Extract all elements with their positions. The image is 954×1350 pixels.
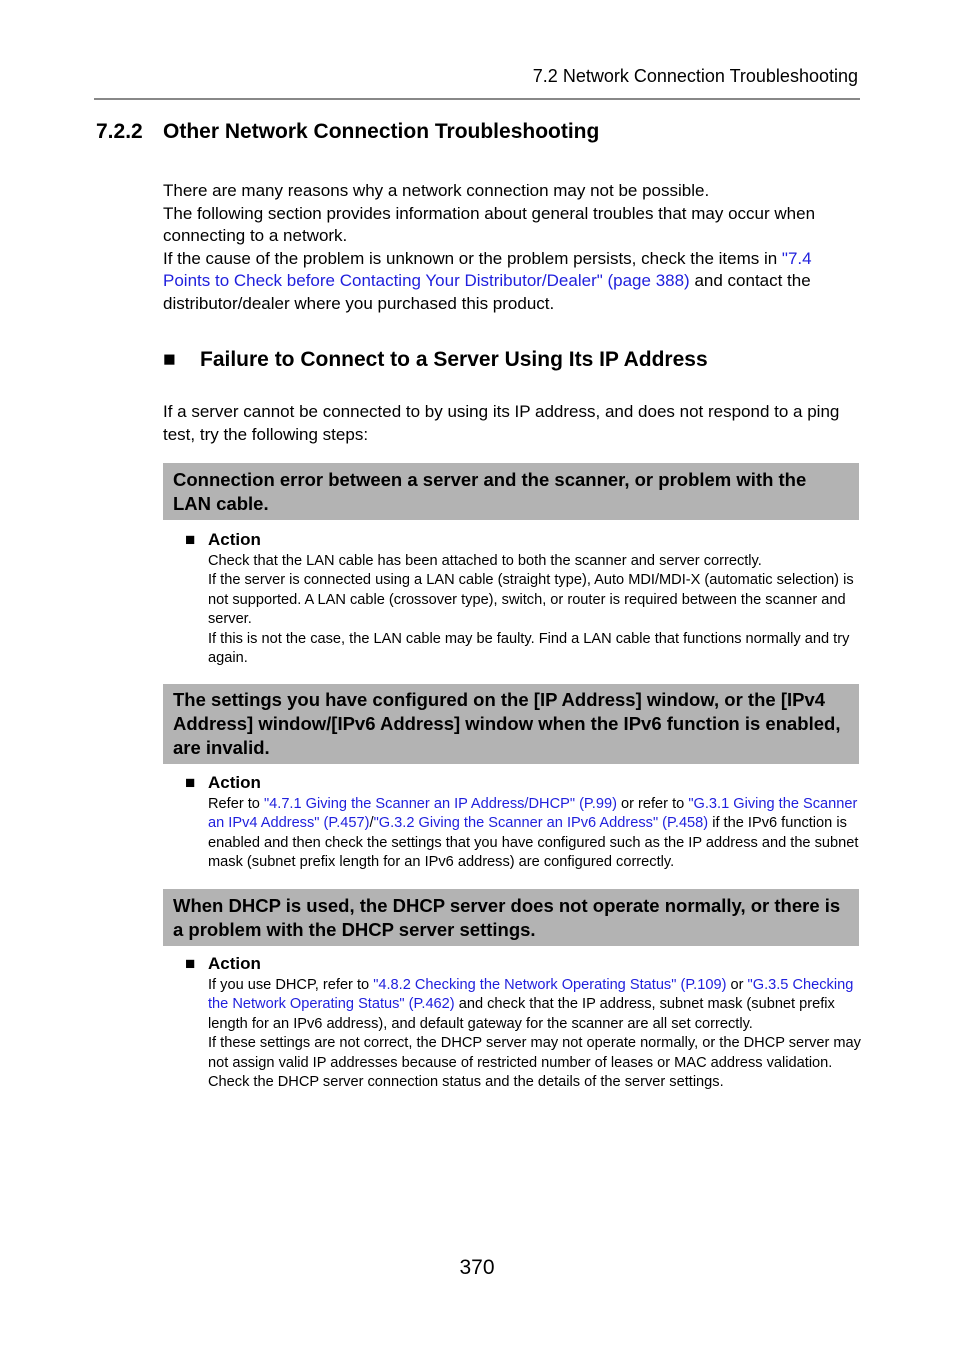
action-line: If this is not the case, the LAN cable may be faulty. Find a LAN cable that functions normally and try again. <box>208 630 850 667</box>
action-block-invalid-settings <box>185 773 865 873</box>
action-label: Action <box>208 954 261 973</box>
problem-title: The settings you have configured on the [IP Address] window, or the [IPv4 Address] window/[IPv6 Address] window when the IPv6 function is enabled, are invalid. <box>173 689 841 758</box>
action-block-dhcp <box>185 954 865 1092</box>
intro-text-before-link: If the cause of the problem is unknown or the problem persists, check the items in <box>163 248 782 268</box>
link-points-to-check[interactable]: "7.4 Points to Check before Contacting Your Distributor/Dealer" (page 388) <box>163 248 812 291</box>
header-rule <box>94 98 860 100</box>
action-text: and check that the IP address, subnet mask (subnet prefix length for an IPv6 address), and default gateway for the scanner are all set correctly. <box>208 996 835 1032</box>
action-label: Action <box>208 530 261 549</box>
action-text: Refer to <box>208 796 264 812</box>
action-heading <box>185 954 865 974</box>
action-line: If the server is connected using a LAN cable (straight type), Auto MDI/MDI-X (automatic selection) is not supported. A LAN cable (crossover type), switch, or router is required between the scanner and server. <box>208 572 854 628</box>
link-4-8-2[interactable]: "4.8.2 Checking the Network Operating Status" (P.109) <box>373 977 727 993</box>
square-bullet-icon: ■ <box>185 530 196 549</box>
intro-paragraph-2: The following section provides information about general troubles that may occur when connecting to a network. <box>163 203 816 246</box>
action-body <box>208 976 865 1092</box>
action-line <box>208 976 865 1034</box>
problem-title: Connection error between a server and the scanner, or problem with the LAN cable. <box>173 468 807 514</box>
action-label: Action <box>208 773 261 792</box>
action-body <box>208 795 865 873</box>
action-block-lan-cable <box>185 530 865 668</box>
action-line: If these settings are not correct, the DHCP server may not operate normally, or the DHCP server may not assign valid IP addresses because of restricted number of leases or MAC address validation. <box>208 1035 861 1071</box>
action-body <box>208 552 865 668</box>
page-number: 370 <box>459 1256 495 1279</box>
square-bullet-icon: ■ <box>185 773 196 792</box>
subsection-intro-text: If a server cannot be connected to by using its IP address, and does not respond to a ping test, try the following steps: <box>163 402 840 444</box>
action-line: Check that the LAN cable has been attached to both the scanner and server correctly. <box>208 553 762 569</box>
action-line <box>208 795 865 873</box>
action-heading <box>185 530 865 550</box>
running-header: 7.2 Network Connection Troubleshooting <box>532 66 858 86</box>
problem-title: When DHCP is used, the DHCP server does not operate normally, or there is a problem with the DHCP server settings. <box>173 894 841 940</box>
intro-paragraph-1: There are many reasons why a network connection may not be possible. <box>163 181 710 200</box>
intro-paragraph-3 <box>163 248 859 316</box>
intro-text-after-link: and contact the distributor/dealer where you purchased this product. <box>163 271 811 313</box>
link-g-3-1[interactable]: "G.3.1 Giving the Scanner an IPv4 Address" (P.457) <box>208 796 858 832</box>
square-bullet-icon: ■ <box>163 348 176 371</box>
subsection-heading <box>163 346 708 374</box>
link-4-7-1[interactable]: "4.7.1 Giving the Scanner an IP Address/DHCP" (P.99) <box>263 796 617 812</box>
action-text: / <box>369 815 374 832</box>
action-text: if the IPv6 function is enabled and then check the settings that you have configured such as the IP address and the subnet mask (subnet prefix length for an IPv6 address) are configured correctly. <box>208 815 859 871</box>
action-heading <box>185 773 865 793</box>
section-title: Other Network Connection Troubleshooting <box>163 120 600 143</box>
square-bullet-icon: ■ <box>185 954 196 973</box>
action-text: or refer to <box>616 796 689 812</box>
action-text: If you use DHCP, refer to <box>208 977 374 993</box>
link-g-3-5[interactable]: "G.3.5 Checking the Network Operating Status" (P.462) <box>208 977 854 1013</box>
subsection-intro <box>163 401 859 446</box>
problem-box-invalid-settings <box>163 684 859 764</box>
link-g-3-2[interactable]: "G.3.2 Giving the Scanner an IPv6 Address" (P.458) <box>373 815 709 832</box>
subsection-title: Failure to Connect to a Server Using Its IP Address <box>200 348 708 371</box>
problem-box-dhcp <box>163 889 859 946</box>
section-heading <box>96 118 599 146</box>
action-text: or <box>726 977 748 993</box>
intro-text <box>163 180 859 316</box>
action-line: Check the DHCP server connection status and the details of the server settings. <box>208 1074 724 1091</box>
section-number: 7.2.2 <box>96 120 143 143</box>
problem-box-lan-cable <box>163 463 859 520</box>
